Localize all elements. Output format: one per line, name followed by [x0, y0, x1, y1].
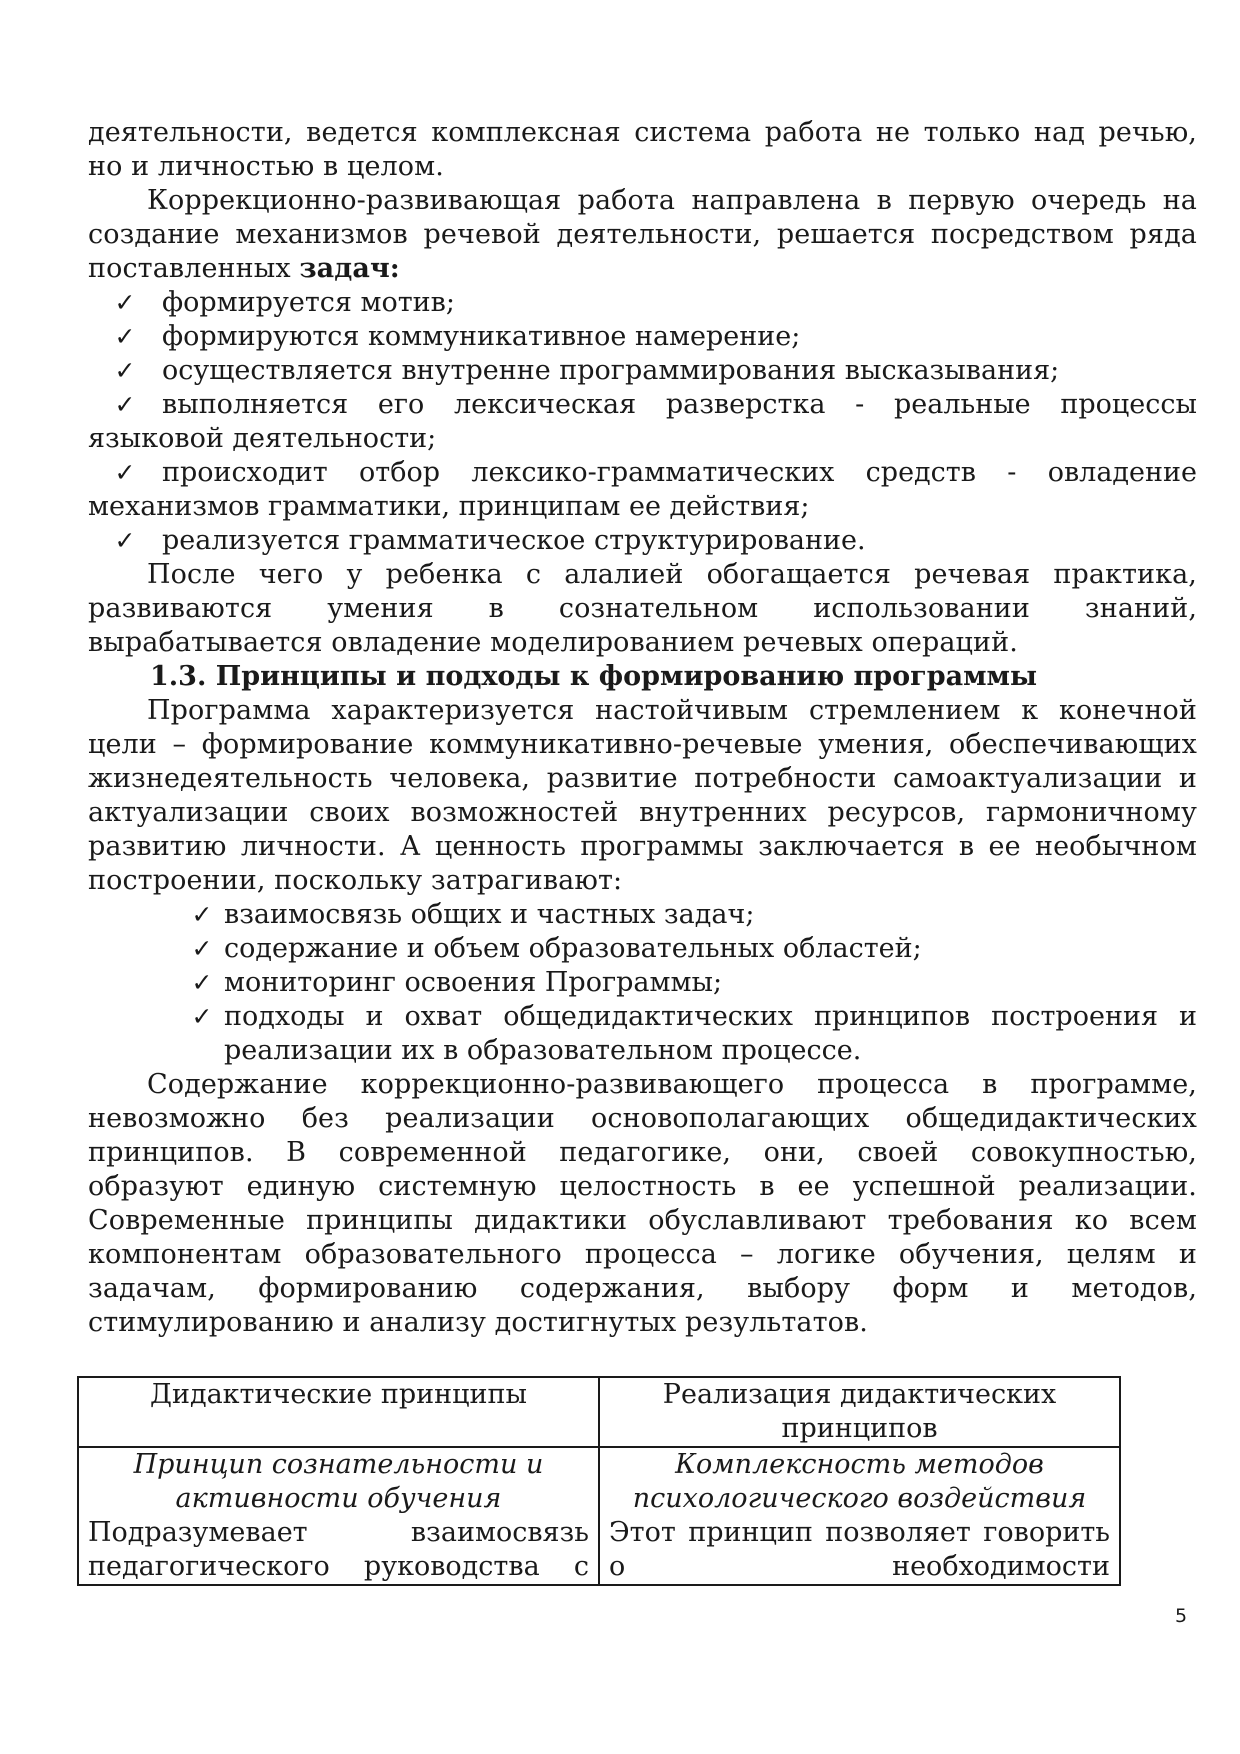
checkmark-icon: ✓ — [114, 458, 136, 487]
table-cell — [599, 1447, 1120, 1585]
list-item-text: подходы и охват общедидактических принципов построения и реализации их в образовательном процессе. — [224, 1001, 1197, 1066]
checkmark-icon: ✓ — [191, 900, 213, 929]
list-item — [88, 456, 1197, 524]
list-item — [88, 320, 1197, 354]
checkmark-icon: ✓ — [114, 288, 136, 317]
paragraph-content: Содержание коррекционно-развивающего процесса в программе, невозможно без реализации основополагающих общедидактических принципов. В современной педагогике, они, своей совокупностью, образуют единую системную целостность в ее успешной реализации. Современные принципы дидактики обуславливают требования ко всем компонентам образовательного процесса – логике обучения, целям и задачам, формированию содержания, выбору форм и методов, стимулированию и анализу достигнутых результатов. — [88, 1069, 1197, 1338]
tasks-list — [88, 286, 1197, 558]
checkmark-icon: ✓ — [191, 968, 213, 997]
paragraph-after: После чего у ребенка с алалией обогащается речевая практика, развиваются умения в сознательном использовании знаний, вырабатывается овладение моделированием речевых операций. — [88, 559, 1197, 658]
table-header-cell: Дидактические принципы — [78, 1377, 599, 1447]
checkmark-icon: ✓ — [191, 934, 213, 963]
list-item — [88, 286, 1197, 320]
list-item — [88, 932, 1197, 966]
checkmark-icon: ✓ — [114, 390, 136, 419]
list-item — [88, 524, 1197, 558]
list-item-text: реализуется грамматическое структурирование. — [162, 525, 866, 556]
list-item-text: осуществляется внутренне программирования высказывания; — [162, 355, 1060, 386]
table-row — [78, 1447, 1120, 1585]
paragraph-correction-bold: задач: — [299, 253, 400, 284]
list-item-text: содержание и объем образовательных областей; — [224, 933, 922, 964]
paragraph-correction-text: Коррекционно-развивающая работа направлена в первую очередь на создание механизмов речевой деятельности, решается посредством ряда поставленных — [88, 185, 1197, 284]
list-item-text: взаимосвязь общих и частных задач; — [224, 899, 755, 930]
cell-text: Подразумевает взаимосвязь педагогического руководства с — [88, 1517, 589, 1582]
table-header-row — [78, 1377, 1120, 1447]
list-item — [88, 966, 1197, 1000]
list-item-text: мониторинг освоения Программы; — [224, 967, 723, 998]
list-item-text: формируется мотив; — [162, 287, 455, 318]
table-cell — [78, 1447, 599, 1585]
cell-title: Комплексность методов психологического воздействия — [632, 1449, 1087, 1514]
program-items-list — [88, 898, 1197, 1068]
principles-table — [77, 1376, 1121, 1586]
list-item-text: выполняется его лексическая разверстка - реальные процессы языковой деятельности; — [88, 389, 1197, 454]
table-header-cell: Реализация дидактических принципов — [599, 1377, 1120, 1447]
list-item — [88, 1000, 1197, 1068]
principles-table-wrap — [77, 1376, 1197, 1586]
list-item — [88, 898, 1197, 932]
list-item — [88, 354, 1197, 388]
page-content — [88, 116, 1197, 1586]
list-item — [88, 388, 1197, 456]
checkmark-icon: ✓ — [114, 356, 136, 385]
cell-title: Принцип сознательности и активности обучения — [133, 1449, 544, 1514]
cell-text: Этот принцип позволяет говорить о необходимости — [609, 1517, 1110, 1582]
page-number: 5 — [1175, 1605, 1188, 1627]
paragraph-intro: деятельности, ведется комплексная система работа не только над речью, но и личностью в целом. — [88, 117, 1197, 182]
checkmark-icon: ✓ — [191, 1002, 213, 1031]
paragraph-program: Программа характеризуется настойчивым стремлением к конечной цели – формирование коммуникативно-речевые умения, обеспечивающих жизнедеятельность человека, развитие потребности самоактуализации и актуализации своих возможностей внутренних ресурсов, гармоничному развитию личности. А ценность программы заключается в ее необычном построении, поскольку затрагивают: — [88, 695, 1197, 896]
list-item-text: формируются коммуникативное намерение; — [162, 321, 801, 352]
checkmark-icon: ✓ — [114, 322, 136, 351]
list-item-text: происходит отбор лексико-грамматических средств - овладение механизмов грамматики, принципам ее действия; — [88, 457, 1197, 522]
section-heading: 1.3. Принципы и подходы к формированию программы — [150, 661, 1038, 692]
checkmark-icon: ✓ — [114, 526, 136, 555]
paragraph-correction — [88, 184, 1197, 286]
